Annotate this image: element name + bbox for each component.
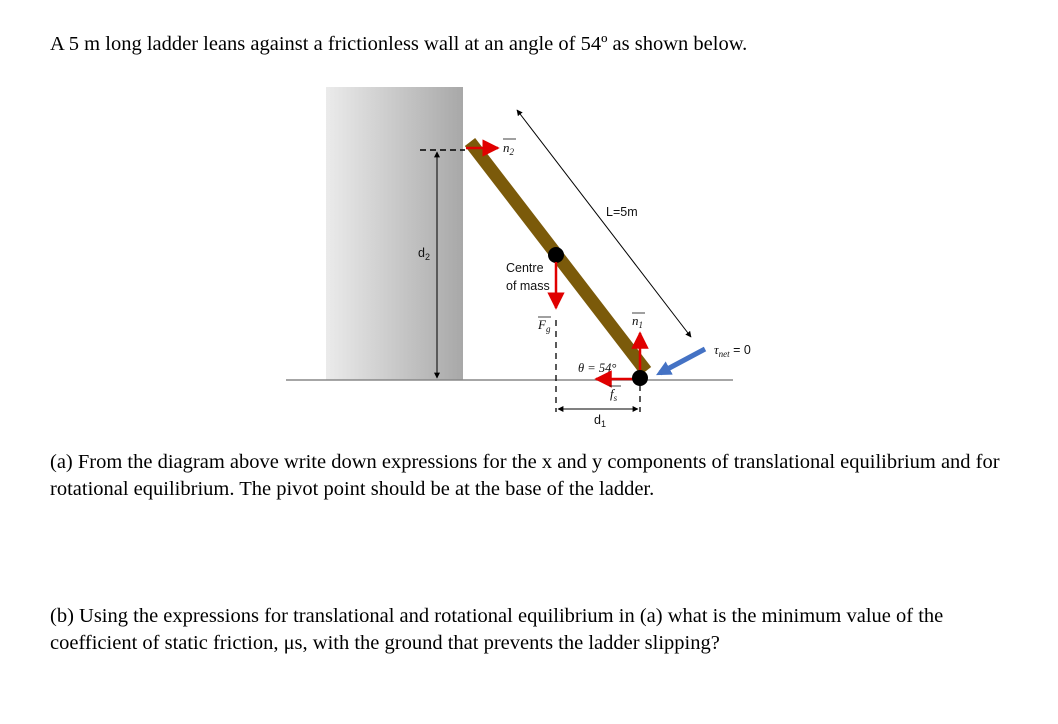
- n2-label: $n_2$: [503, 140, 514, 157]
- wall: [326, 87, 463, 380]
- centre-of-mass-point: [548, 247, 564, 263]
- centre-label-line1: Centre: [506, 261, 544, 275]
- centre-label-line2: of mass: [506, 279, 550, 293]
- fs-label: $f_s$: [610, 386, 618, 403]
- fg-label: $F_g$: [538, 317, 551, 334]
- question-intro: A 5 m long ladder leans against a frictionless wall at an angle of 54º as shown below.: [50, 33, 748, 55]
- tau-net-label: $\tau_{net} = 0$: [714, 342, 751, 359]
- length-arrow: [517, 110, 691, 337]
- n1-label: $n_1$: [632, 313, 643, 330]
- pivot-indicator-arrow: [660, 349, 705, 373]
- pivot-point: [632, 370, 648, 386]
- question-part-a: (a) From the diagram above write down expressions for the x and y components of translational equilibrium and for rotational equilibrium. The pivot point should be at the base of the ladder.: [50, 451, 1000, 500]
- d2-label: $d_2$: [418, 246, 430, 262]
- d1-label: $d_1$: [594, 413, 606, 429]
- question-part-b: (b) Using the expressions for translational and rotational equilibrium in (a) what is the minimum value of the coefficient of static friction, μs, with the ground that prevents the ladder slipping?: [50, 605, 944, 654]
- angle-label: θ = 54°: [578, 361, 617, 375]
- length-label: L=5m: [606, 205, 638, 219]
